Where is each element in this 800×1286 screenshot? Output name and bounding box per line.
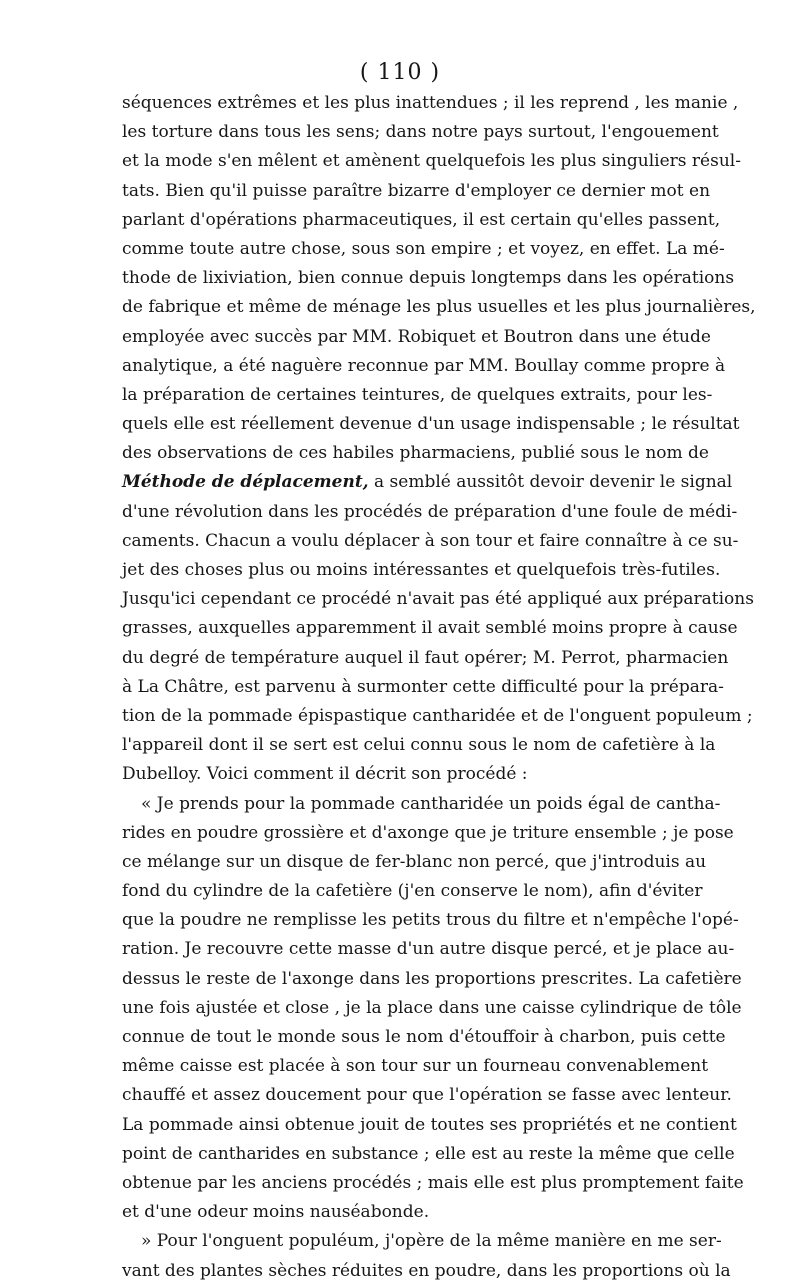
- text-line: point de cantharides en substance ; elle est au reste la même que celle: [122, 1143, 735, 1164]
- text-line: grasses, auxquelles apparemment il avait semblé moins propre à cause: [122, 618, 738, 639]
- text-line: analytique, a été naguère reconnue par MM. Boullay comme propre à: [122, 355, 726, 376]
- text-line: tats. Bien qu'il puisse paraître bizarre d'employer ce dernier mot en: [122, 180, 711, 201]
- text-line: d'une révolution dans les procédés de préparation d'une foule de médi-: [122, 501, 738, 522]
- text-line: Jusqu'ici cependant ce procédé n'avait pas été appliqué aux préparations: [122, 589, 754, 610]
- text-line: « Je prends pour la pommade cantharidée un poids égal de cantha-: [141, 793, 721, 814]
- text-line: employée avec succès par MM. Robiquet et Boutron dans une étude: [122, 326, 711, 347]
- text-line: caments. Chacun a voulu déplacer à son tour et faire connaître à ce su-: [122, 530, 739, 551]
- text-line: ce mélange sur un disque de fer-blanc non percé, que j'introduis au: [122, 851, 707, 872]
- text-line: parlant d'opérations pharmaceutiques, il est certain qu'elles passent,: [122, 209, 721, 230]
- text-line: des observations de ces habiles pharmaciens, publié sous le nom de: [122, 443, 709, 464]
- text-line: vant des plantes sèches réduites en poudre, dans les proportions où la: [122, 1260, 731, 1281]
- text-line: séquences extrêmes et les plus inattendues ; il les reprend , les manie ,: [122, 93, 739, 113]
- text-line: de fabrique et même de ménage les plus usuelles et les plus journalières,: [122, 297, 756, 318]
- text-line: connue de tout le monde sous le nom d'étouffoir à charbon, puis cette: [122, 1027, 726, 1047]
- page-number: ( 110 ): [359, 60, 441, 85]
- text-line: à La Châtre, est parvenu à surmonter cette difficulté pour la prépara-: [122, 676, 724, 697]
- text-line: chauffé et assez doucement pour que l'opération se fasse avec lenteur.: [122, 1085, 732, 1106]
- text-line: la préparation de certaines teintures, de quelques extraits, pour les-: [122, 384, 713, 405]
- text-line: quels elle est réellement devenue d'un usage indispensable ; le résultat: [122, 414, 740, 435]
- text-line: et la mode s'en mêlent et amènent quelquefois les plus singuliers résul-: [122, 151, 741, 172]
- text-line: même caisse est placée à son tour sur un fourneau convenablement: [122, 1056, 709, 1077]
- text-run: a semblé aussitôt devoir devenir le signal: [368, 472, 733, 493]
- text-line: [122, 468, 733, 497]
- text-line: l'appareil dont il se sert est celui connu sous le nom de cafetière à la: [122, 735, 716, 756]
- text-line: thode de lixiviation, bien connue depuis longtemps dans les opérations: [122, 268, 735, 289]
- text-line: que la poudre ne remplisse les petits trous du filtre et n'empêche l'opé-: [122, 910, 739, 931]
- italic-title: Méthode de déplacement,: [122, 472, 369, 493]
- text-line: et d'une odeur moins nauséabonde.: [122, 1202, 430, 1223]
- text-line: Dubelloy. Voici comment il décrit son procédé :: [122, 764, 528, 785]
- text-line: ration. Je recouvre cette masse d'un autre disque percé, et je place au-: [122, 939, 735, 960]
- text-line: » Pour l'onguent populéum, j'opère de la même manière en me ser-: [141, 1231, 722, 1252]
- text-line: les torture dans tous les sens; dans notre pays surtout, l'engouement: [122, 122, 719, 143]
- body-text: [122, 89, 756, 1286]
- text-line: fond du cylindre de la cafetière (j'en conserve le nom), afin d'éviter: [122, 881, 703, 902]
- text-line: du degré de température auquel il faut opérer; M. Perrot, pharmacien: [122, 647, 729, 668]
- text-line: dessus le reste de l'axonge dans les proportions prescrites. La cafetière: [122, 968, 742, 989]
- text-line: jet des choses plus ou moins intéressantes et quelquefois très-futiles.: [122, 560, 721, 580]
- text-line: La pommade ainsi obtenue jouit de toutes ses propriétés et ne contient: [122, 1114, 737, 1135]
- text-line: obtenue par les anciens procédés ; mais elle est plus promptement faite: [122, 1172, 744, 1193]
- text-line: comme toute autre chose, sous son empire ; et voyez, en effet. La mé-: [122, 238, 725, 259]
- text-line: tion de la pommade épispastique cantharidée et de l'onguent populeum ;: [122, 705, 753, 726]
- text-line: rides en poudre grossière et d'axonge que je triture ensemble ; je pose: [122, 822, 734, 843]
- text-line: une fois ajustée et close , je la place dans une caisse cylindrique de tôle: [122, 997, 742, 1018]
